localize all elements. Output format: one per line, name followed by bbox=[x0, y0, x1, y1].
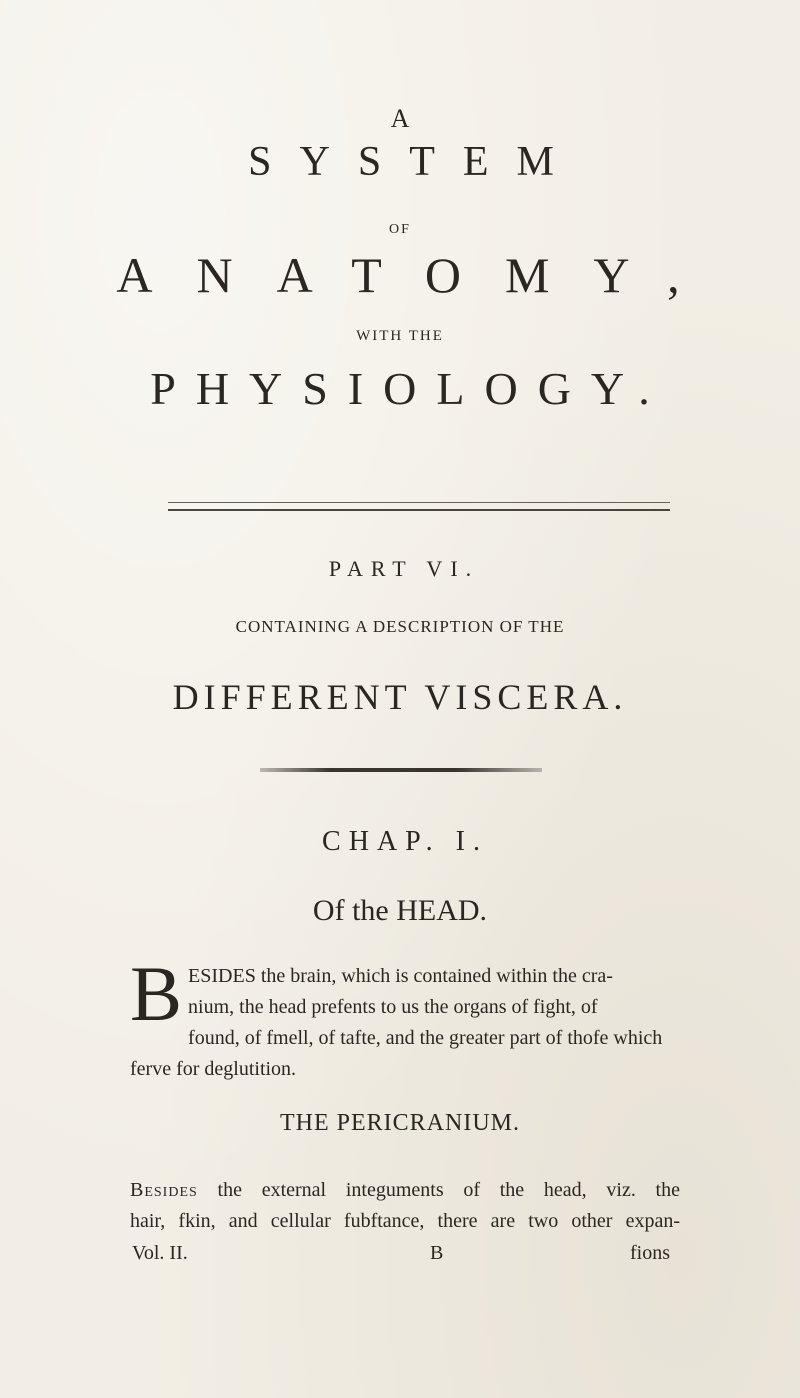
paragraph-besides-brain bbox=[130, 950, 680, 1085]
title-of: OF bbox=[389, 222, 411, 237]
title-with-the: WITH THE bbox=[356, 328, 444, 344]
text-line: the external integuments of the head, viz. the bbox=[197, 1179, 680, 1201]
text-line: found, of fmell, of tafte, and the greater part of thofe which bbox=[188, 1027, 663, 1049]
title-anatomy: ANATOMY, bbox=[116, 247, 724, 303]
part-heading: PART VI. bbox=[328, 556, 480, 581]
chapter-title: Of the HEAD. bbox=[312, 894, 488, 927]
text-line: nium, the head prefents to us the organs of fight, of bbox=[188, 996, 598, 1018]
text-line: ferve for deglutition. bbox=[130, 1058, 297, 1080]
chapter-heading: CHAP. I. bbox=[322, 826, 488, 857]
lead-word: Besides bbox=[130, 1179, 198, 1201]
part-containing: CONTAINING A DESCRIPTION OF THE bbox=[235, 617, 565, 636]
thick-rule-divider bbox=[260, 768, 542, 772]
double-rule-divider bbox=[168, 502, 670, 511]
section-heading: THE PERICRANIUM. bbox=[279, 1110, 520, 1136]
paragraph-pericranium bbox=[130, 1175, 680, 1237]
title-system: SYSTEM bbox=[248, 139, 582, 185]
title-article: A bbox=[390, 104, 410, 133]
page-footer bbox=[130, 1242, 670, 1272]
signature-mark: B bbox=[430, 1242, 444, 1264]
title-physiology: PHYSIOLOGY. bbox=[150, 363, 670, 414]
part-subject: DIFFERENT VISCERA. bbox=[172, 677, 628, 717]
text-line: ESIDES the brain, which is contained within the cra- bbox=[188, 965, 613, 987]
catchword: fions bbox=[630, 1242, 670, 1264]
text-line: hair, fkin, and cellular fubftance, there are two other expan- bbox=[130, 1210, 680, 1232]
volume-mark: Vol. II. bbox=[132, 1242, 188, 1264]
drop-cap: B bbox=[130, 950, 183, 1037]
